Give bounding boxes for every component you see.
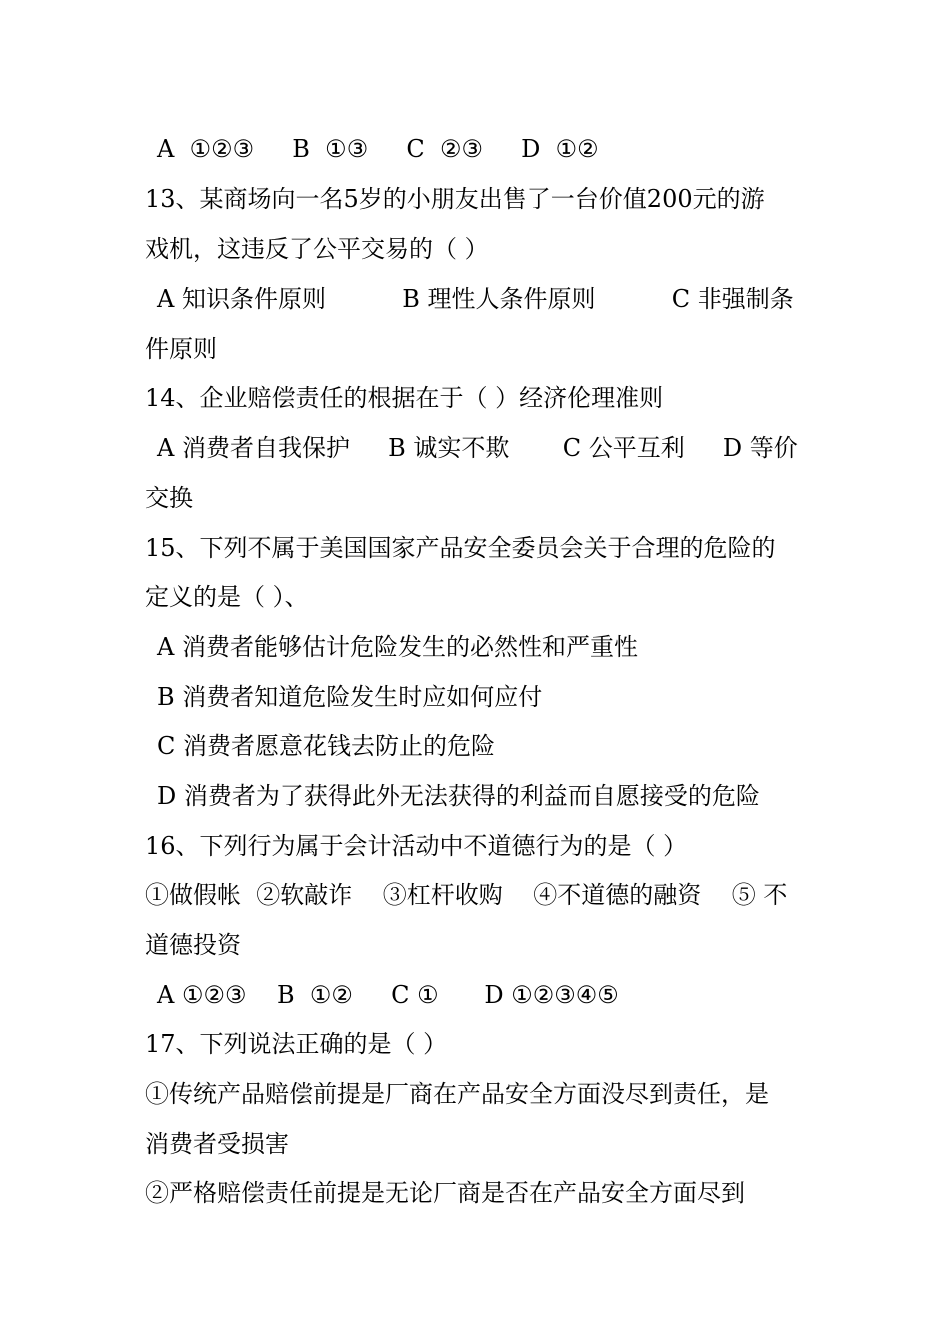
q15-option-d: D 消费者为了获得此外无法获得的利益而自愿接受的危险 [157, 782, 760, 810]
q17-item2-line1: ②严格赔偿责任前提是无论厂商是否在产品安全方面尽到 [145, 1179, 745, 1207]
q15-option-b: B 消费者知道危险发生时应如何应付 [157, 683, 543, 711]
q13-options-cont: 件原则 [145, 335, 217, 363]
q13-stem-line2: 戏机，这违反了公平交易的（ ） [145, 235, 489, 263]
q14-options-cont: 交换 [145, 484, 193, 512]
q14-stem: 14、企业赔偿责任的根据在于（ ）经济伦理准则 [145, 384, 664, 412]
q15-stem-line1: 15、下列不属于美国国家产品安全委员会关于合理的危险的 [145, 534, 776, 562]
q12-options: A ①②③ B ①③ C ②③ D ①② [157, 135, 599, 163]
q17-stem: 17、下列说法正确的是（ ） [145, 1030, 448, 1058]
q15-option-c: C 消费者愿意花钱去防止的危险 [157, 732, 495, 760]
q13-options: A 知识条件原则 B 理性人条件原则 C 非强制条 [157, 285, 794, 313]
q14-options: A 消费者自我保护 B 诚实不欺 C 公平互利 D 等价 [157, 434, 798, 462]
q17-item1-line1: ①传统产品赔偿前提是厂商在产品安全方面没尽到责任，是 [145, 1080, 769, 1108]
q15-option-a: A 消费者能够估计危险发生的必然性和严重性 [157, 633, 638, 661]
q17-item1-line2: 消费者受损害 [145, 1130, 289, 1158]
q13-stem-line1: 13、某商场向一名5岁的小朋友出售了一台价值200元的游 [145, 185, 765, 213]
q16-items-line1: ①做假帐 ②软敲诈 ③杠杆收购 ④不道德的融资 ⑤ 不 [145, 881, 788, 909]
q15-stem-line2: 定义的是（ ）、 [145, 583, 309, 611]
q16-options: A ①②③ B ①② C ① D ①②③④⑤ [157, 981, 619, 1009]
q16-items-line2: 道德投资 [145, 931, 241, 959]
q16-stem: 16、下列行为属于会计活动中不道德行为的是（ ） [145, 832, 688, 860]
